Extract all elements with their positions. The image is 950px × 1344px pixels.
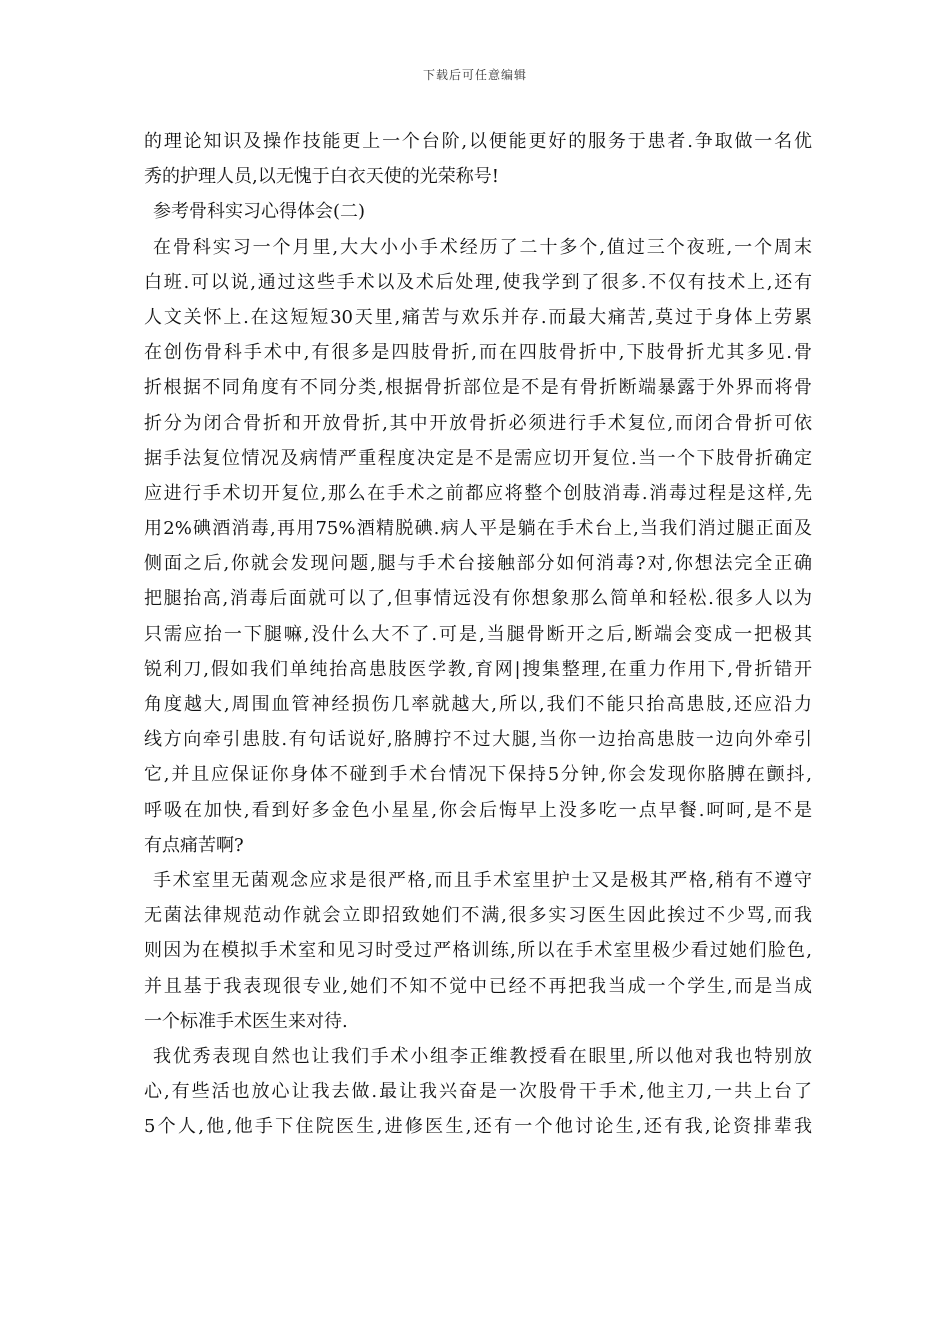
text-line: 在创伤骨科手术中,有很多是四肢骨折,而在四肢骨折中,下肢骨折尤其多见.骨 xyxy=(144,342,812,364)
text-line: 折分为闭合骨折和开放骨折,其中开放骨折必须进行手术复位,而闭合骨折可依 xyxy=(144,412,812,434)
text-line: 的理论知识及操作技能更上一个台阶,以便能更好的服务于患者.争取做一名优 xyxy=(144,131,812,152)
text-line: 我优秀表现自然也让我们手术小组李正维教授看在眼里,所以他对我也特别放 xyxy=(153,1045,812,1067)
page-header-note: 下载后可任意编辑 xyxy=(422,68,527,82)
text-line: 手术室里无菌观念应求是很严格,而且手术室里护士又是极其严格,稍有不遵守 xyxy=(153,869,812,891)
text-line: 线方向牵引患肢.有句话说好,胳膊拧不过大腿,当你一边抬高患肢一边向外牵引 xyxy=(144,729,812,751)
text-line: 它,并且应保证你身体不碰到手术台情况下保持5分钟,你会发现你胳膊在颤抖, xyxy=(144,764,812,786)
text-line: 应进行手术切开复位,那么在手术之前都应将整个创肢消毒.消毒过程是这样,先 xyxy=(144,482,812,504)
text-line: 则因为在模拟手术室和见习时受过严格训练,所以在手术室里极少看过她们脸色, xyxy=(144,940,812,962)
text-line: 用2%碘酒消毒,再用75%酒精脱碘.病人平是躺在手术台上,当我们消过腿正面及 xyxy=(144,518,812,540)
text-line: 5个人,他,他手下住院医生,进修医生,还有一个他讨论生,还有我,论资排辈我 xyxy=(144,1116,812,1138)
text-line: 人文关怀上.在这短短30天里,痛苦与欢乐并存.而最大痛苦,莫过于身体上劳累 xyxy=(144,306,812,328)
text-line: 侧面之后,你就会发现问题,腿与手术台接触部分如何消毒?对,你想法完全正确 xyxy=(144,553,812,575)
text-line: 只需应抬一下腿嘛,没什么大不了.可是,当腿骨断开之后,断端会变成一把极其 xyxy=(144,623,812,645)
text-line: 心,有些活也放心让我去做.最让我兴奋是一次股骨干手术,他主刀,一共上台了 xyxy=(144,1081,812,1103)
document-body xyxy=(144,124,812,1144)
text-line: 秀的护理人员,以无愧于白衣天使的光荣称号! xyxy=(144,166,499,188)
text-line: 角度越大,周围血管神经损伤几率就越大,所以,我们不能只抬高患肢,还应沿力 xyxy=(144,694,812,715)
text-line: 把腿抬高,消毒后面就可以了,但事情远没有你想象那么简单和轻松.很多人以为 xyxy=(144,588,812,610)
text-line: 并且基于我表现很专业,她们不知不觉中已经不再把我当成一个学生,而是当成 xyxy=(144,975,812,997)
text-line: 折根据不同角度有不同分类,根据骨折部位是不是有骨折断端暴露于外界而将骨 xyxy=(144,377,812,399)
text-line: 白班.可以说,通过这些手术以及术后处理,使我学到了很多.不仅有技术上,还有 xyxy=(144,271,812,293)
text-line: 一个标准手术医生来对待. xyxy=(144,1010,348,1032)
text-line: 无菌法律规范动作就会立即招致她们不满,很多实习医生因此挨过不少骂,而我 xyxy=(144,905,812,927)
text-line: 锐利刀,假如我们单纯抬高患肢医学教,育网|搜集整理,在重力作用下,骨折错开 xyxy=(144,658,812,680)
text-line: 参考骨科实习心得体会(二) xyxy=(153,201,366,223)
text-line: 有点痛苦啊? xyxy=(144,834,244,856)
text-line: 呼吸在加快,看到好多金色小星星,你会后悔早上没多吃一点早餐.呵呵,是不是 xyxy=(144,799,812,821)
text-line: 据手法复位情况及病情严重程度决定是不是需应切开复位.当一个下肢骨折确定 xyxy=(144,447,812,469)
text-line: 在骨科实习一个月里,大大小小手术经历了二十多个,值过三个夜班,一个周末 xyxy=(153,236,812,258)
